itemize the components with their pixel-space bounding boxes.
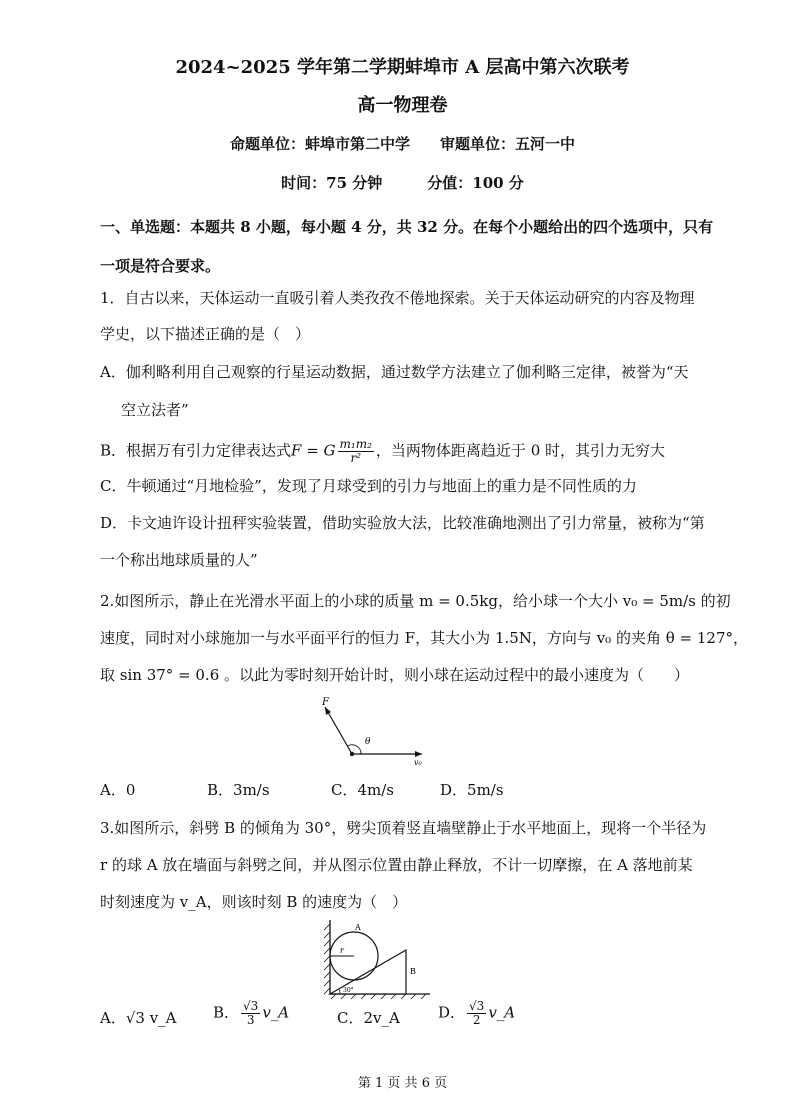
q2-force-vector: [325, 707, 352, 754]
q3-label-r: r: [340, 946, 344, 955]
q3-option-b-letter: B．: [213, 1003, 240, 1022]
q3-option-d-num: √3: [469, 999, 485, 1013]
q1-stem-line2: 学史，以下描述正确的是（ ）: [100, 325, 311, 343]
q3-wedge-diagram: [318, 918, 436, 1000]
q2-stem-line1: 2.如图所示，静止在光滑水平面上的小球的质量 m = 0.5kg，给小球一个大小 v₀ = 5m/s 的初: [100, 592, 731, 610]
q1-option-d-line2: 一个称出地球质量的人”: [100, 551, 258, 569]
exam-time-score: 时间：75 分钟 分值：100 分: [281, 174, 524, 192]
q2-stem-line2: 速度，同时对小球施加一与水平面平行的恒力 F，其大小为 1.5N，方向与 v₀ 的夹角 θ = 127°，: [100, 629, 748, 647]
q3-label-a: A: [355, 923, 361, 932]
q1-option-b: [100, 438, 665, 465]
q3-option-a: A．√3 v_A: [100, 1009, 177, 1027]
q3-stem-line2: r 的球 A 放在墙面与斜劈之间，并从图示位置由静止释放，不计一切摩擦，在 A 落地前某: [100, 856, 693, 874]
q1-formula-lhs: F = G: [291, 441, 336, 460]
q3-option-b-den: 3: [246, 1013, 255, 1027]
exam-units: 命题单位：蚌埠市第二中学 审题单位：五河一中: [229, 135, 575, 153]
q2-option-c: C．4m/s: [331, 781, 394, 799]
q1-option-c: C．牛顿通过“月地检验”，发现了月球受到的引力与地面上的重力是不同性质的力: [100, 477, 637, 495]
q2-ball: [350, 752, 354, 756]
q2-label-f: F: [322, 697, 329, 708]
q3-wall-hatch: [324, 924, 330, 994]
q3-label-b: B: [410, 967, 416, 976]
q2-option-d: D．5m/s: [440, 781, 504, 799]
q2-label-v0: v₀: [414, 758, 422, 767]
q2-option-a: A．0: [100, 781, 136, 799]
q3-ground-hatch: [331, 994, 426, 999]
section-heading-line1: 一、单选题：本题共 8 小题，每小题 4 分，共 32 分。在每个小题给出的四个选项中，只有: [100, 218, 714, 236]
q1-option-a-line2: 空立法者”: [121, 401, 189, 419]
q3-option-d: [438, 1000, 515, 1027]
q3-stem-line3: 时刻速度为 v_A，则该时刻 B 的速度为（ ）: [100, 893, 408, 911]
q3-wedge-b: [330, 950, 406, 994]
exam-subtitle: 高一物理卷: [357, 95, 448, 116]
q3-option-c: C．2v_A: [337, 1009, 400, 1027]
q1-option-b-pre: B．根据万有引力定律表达式: [100, 441, 292, 460]
page-footer: 第 1 页 共 6 页: [357, 1076, 448, 1091]
q3-option-d-fraction: [467, 1000, 486, 1027]
q2-v0-arrowhead: [415, 751, 422, 757]
q1-option-b-post: ，当两物体距离趋近于 0 时，其引力无穷大: [375, 441, 666, 460]
q3-stem-line1: 3.如图所示，斜劈 B 的倾角为 30°，劈尖顶着竖直墙壁静止于水平地面上，现将一个半径为: [100, 819, 707, 837]
q1-option-a-line1: A．伽利略利用自己观察的行星运动数据，通过数学方法建立了伽利略三定律，被誉为“天: [100, 363, 689, 381]
q3-option-b: [213, 1000, 289, 1027]
exam-title: 2024~2025 学年第二学期蚌埠市 A 层高中第六次联考: [175, 57, 630, 78]
q2-option-b: B．3m/s: [207, 781, 270, 799]
q1-option-d-line1: D．卡文迪许设计扭秤实验装置，借助实验放大法，比较准确地测出了引力常量，被称为“第: [100, 514, 705, 532]
q3-option-d-var: v_A: [488, 1003, 516, 1022]
q1-formula-numerator: m₁m₂: [339, 437, 372, 451]
q3-label-angle: 30°: [343, 987, 354, 994]
q2-force-diagram: [310, 695, 435, 767]
section-heading-line2: 一项是符合要求。: [100, 257, 221, 275]
q1-formula-fraction: [338, 438, 374, 465]
q1-formula-denominator: r²: [350, 451, 361, 465]
q2-label-theta: θ: [365, 737, 371, 747]
q1-stem-line1: 1．自古以来，天体运动一直吸引着人类孜孜不倦地探索。关于天体运动研究的内容及物理: [100, 289, 695, 307]
q3-option-d-letter: D．: [438, 1003, 466, 1022]
q2-force-arrowhead: [325, 707, 331, 715]
q3-option-b-var: v_A: [262, 1003, 290, 1022]
q3-option-d-den: 2: [472, 1013, 481, 1027]
q3-option-b-num: √3: [243, 999, 259, 1013]
q3-option-b-fraction: [241, 1000, 260, 1027]
q2-stem-line3: 取 sin 37° = 0.6 。以此为零时刻开始计时，则小球在运动过程中的最小速度为（ ）: [100, 666, 690, 684]
